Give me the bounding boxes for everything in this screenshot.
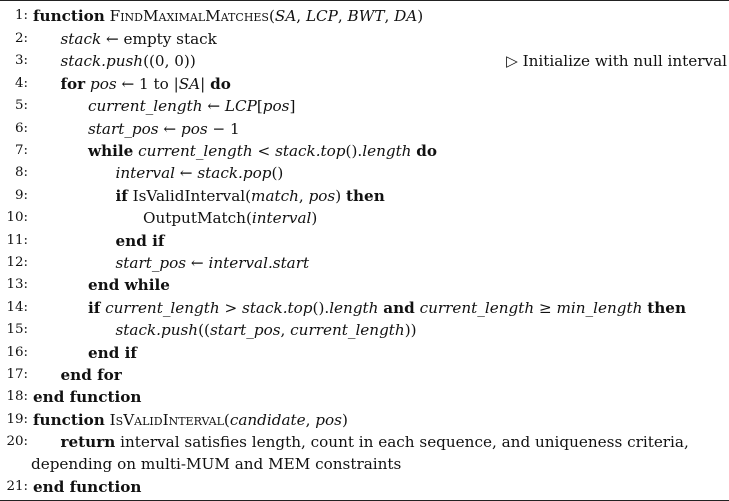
variable: SA (274, 7, 297, 25)
keyword: function (33, 411, 105, 429)
keyword: if (88, 299, 101, 317)
variable: stack.top (275, 142, 346, 160)
variable: BWT (347, 7, 385, 25)
algorithm-line (0, 431, 729, 453)
keyword: return (60, 433, 116, 451)
algorithm-line (0, 162, 729, 184)
code-token: ) (335, 187, 346, 205)
algorithm-line (0, 95, 729, 117)
code-token: ) (417, 7, 424, 25)
variable: current_length (88, 97, 203, 115)
variable: current_length (105, 299, 220, 317)
algorithm-line (0, 5, 729, 27)
variable: current_length (138, 142, 253, 160)
algorithm-line (0, 297, 729, 319)
keyword: do (210, 75, 231, 93)
keyword: then (647, 299, 686, 317)
code-text (116, 252, 729, 274)
variable: pos (180, 120, 208, 138)
variable: start_pos (88, 120, 159, 138)
code-token: , (280, 321, 291, 339)
variable: stack.push (115, 321, 199, 339)
variable: stack.push (60, 52, 144, 70)
code-text (61, 431, 729, 453)
code-token: [ (256, 97, 263, 115)
variable: LCP (224, 97, 257, 115)
algorithm-line (0, 140, 729, 162)
code-text (143, 207, 729, 229)
code-token: OutputMatch( (143, 209, 252, 227)
code-token: ) (341, 411, 348, 429)
variable: pos (90, 75, 117, 93)
line-number: 4: (14, 76, 28, 91)
line-number: 11: (6, 233, 28, 248)
algorithm-line (0, 409, 729, 431)
variable: pos (315, 411, 342, 429)
keyword: and (383, 299, 415, 317)
code-token: > (219, 299, 243, 317)
code-token: , (337, 7, 348, 25)
line-number: 16: (6, 345, 28, 360)
code-token: interval satisfies length, count in each sequence, and uniqueness criteria, (115, 433, 689, 451)
variable: length (329, 299, 379, 317)
code-text (88, 95, 729, 117)
code-token: ] (289, 97, 296, 115)
code-text (33, 386, 729, 408)
code-token: () (271, 164, 284, 182)
keyword: if (115, 187, 128, 205)
code-text (116, 319, 729, 341)
code-token: ( (223, 411, 230, 429)
line-number: 10: (6, 210, 28, 225)
code-token: − 1 (207, 120, 240, 138)
line-number: 6: (14, 121, 28, 136)
algorithm-line (0, 118, 729, 140)
code-token: ← (174, 164, 198, 182)
variable: LCP (305, 7, 338, 25)
keyword: end for (60, 366, 122, 384)
code-token: , (305, 411, 316, 429)
code-token: )) (404, 321, 417, 339)
variable: interval.start (208, 254, 310, 272)
line-comment: ▷ Initialize with null interval (506, 52, 727, 70)
code-text (88, 342, 729, 364)
variable: DA (394, 7, 418, 25)
variable: pos (308, 187, 336, 205)
variable: interval (115, 164, 175, 182)
code-token: ← (158, 120, 181, 138)
variable: stack (60, 30, 102, 48)
code-token: ((0, 0)) (143, 52, 196, 70)
code-text (88, 297, 729, 319)
algorithm-line (0, 386, 729, 408)
line-number: 15: (6, 322, 28, 337)
keyword: end while (88, 276, 170, 294)
keyword: end if (88, 344, 137, 362)
algorithm-line (0, 319, 729, 341)
algorithm-line (0, 230, 729, 252)
variable: candidate (229, 411, 306, 429)
variable: stack.top (242, 299, 313, 317)
code-token: , (384, 7, 395, 25)
line-number: 7: (14, 143, 28, 158)
keyword: do (416, 142, 438, 160)
code-token: (( (198, 321, 210, 339)
variable: length (362, 142, 412, 160)
line-number: 18: (6, 389, 28, 404)
keyword: while (88, 142, 134, 160)
keyword: end function (33, 478, 142, 496)
code-text (61, 364, 729, 386)
variable: interval (251, 209, 312, 227)
algorithm-line (0, 28, 729, 50)
code-token: ≥ (534, 299, 557, 317)
code-token: , (298, 187, 309, 205)
line-number: 19: (6, 412, 28, 427)
line-number: 2: (14, 31, 28, 46)
code-text (61, 73, 729, 95)
variable: min_length (556, 299, 643, 317)
line-number: 17: (6, 367, 28, 382)
code-token: ) (311, 209, 318, 227)
line-number: 12: (6, 255, 28, 270)
algorithm-line (0, 364, 729, 386)
variable: current_length (419, 299, 535, 317)
code-text (116, 162, 729, 184)
variable: pos (262, 97, 290, 115)
line-number: 3: (14, 53, 28, 68)
code-text (116, 230, 729, 252)
line-number: 9: (14, 188, 28, 203)
code-token: ← (186, 254, 209, 272)
procedure-name: FindMaximalMatches (109, 7, 269, 25)
algorithm-line (0, 185, 729, 207)
algorithm-line (0, 274, 729, 296)
keyword: for (60, 75, 86, 93)
algorithm-line (0, 207, 729, 229)
code-text (88, 118, 729, 140)
variable: start_pos (209, 321, 281, 339)
continuation-text: depending on multi-MUM and MEM constraints (31, 455, 402, 473)
code-text (88, 140, 729, 162)
code-text (33, 409, 729, 431)
variable: start_pos (115, 254, 187, 272)
variable: stack.pop (197, 164, 272, 182)
code-text (61, 28, 729, 50)
line-number: 14: (6, 300, 28, 315)
line-number: 21: (6, 479, 28, 494)
code-token: , (296, 7, 306, 25)
code-text (33, 5, 729, 27)
code-text (116, 185, 729, 207)
algorithm-line-continuation (0, 453, 729, 475)
code-token: IsValidInterval( (127, 187, 252, 205)
algorithm-line (0, 252, 729, 274)
line-number: 13: (6, 277, 28, 292)
variable: current_length (290, 321, 405, 339)
algorithm-line (0, 476, 729, 498)
variable: match (251, 187, 299, 205)
code-token: < (252, 142, 276, 160)
code-token: ← (202, 97, 225, 115)
code-text (33, 476, 729, 498)
variable: SA (178, 75, 201, 93)
keyword: then (346, 187, 385, 205)
line-number: 20: (6, 434, 28, 449)
code-text (88, 274, 729, 296)
code-token: (). (312, 299, 330, 317)
code-token: ( (268, 7, 275, 25)
keyword: function (33, 7, 105, 25)
keyword: end function (33, 388, 142, 406)
line-number: 1: (14, 8, 28, 23)
algorithm-line (0, 73, 729, 95)
keyword: end if (115, 232, 165, 250)
procedure-name: IsValidInterval (109, 411, 224, 429)
code-token: (). (345, 142, 363, 160)
algorithm-line (0, 50, 729, 72)
code-token: ← empty stack (101, 30, 217, 48)
algorithm-line (0, 342, 729, 364)
line-number: 8: (14, 165, 28, 180)
code-token: | (200, 75, 211, 93)
line-number: 5: (14, 98, 28, 113)
code-token: ← 1 to | (116, 75, 179, 93)
